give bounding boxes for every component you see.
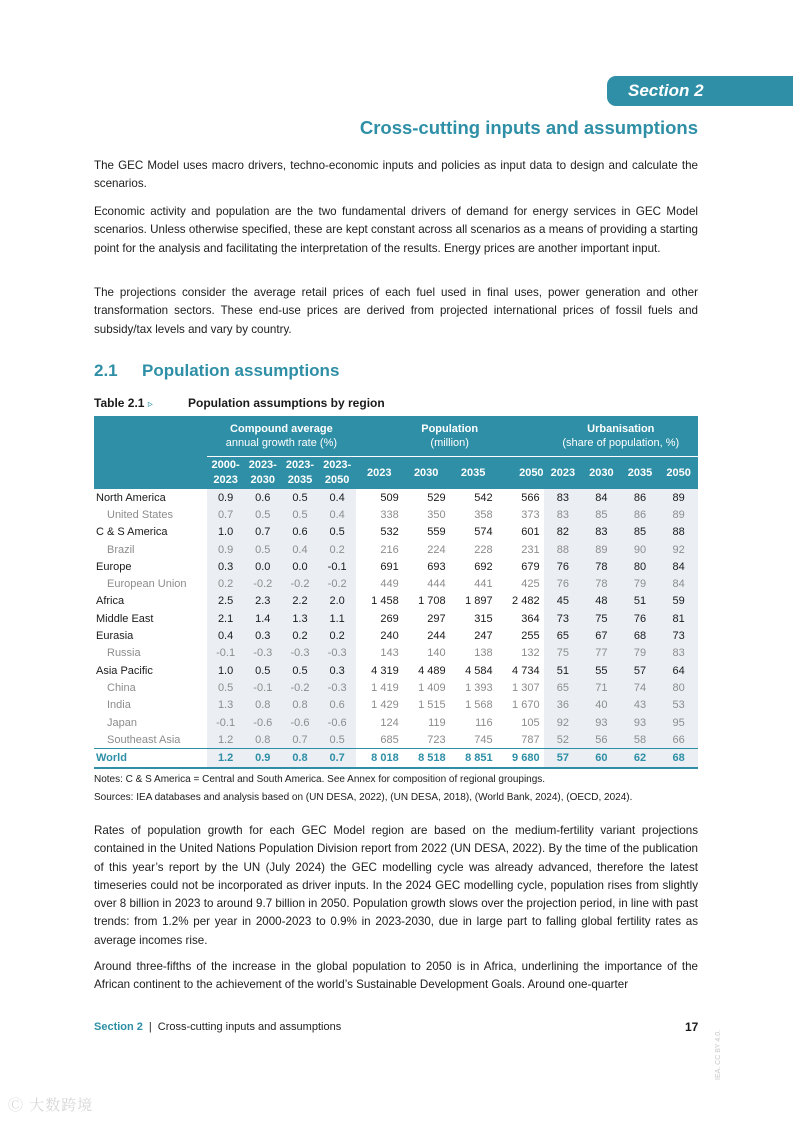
population-cell: 441 <box>474 578 493 591</box>
table-row <box>94 697 698 714</box>
growth-rate-cell: 0.8 <box>281 749 318 768</box>
population-cell: 601 <box>521 526 540 539</box>
footer-title: Cross-cutting inputs and assumptions <box>157 1021 342 1033</box>
population-cell: 338 <box>380 508 399 521</box>
triangle-arrow-icon: ▹ <box>147 399 153 410</box>
urbanisation-cell: 66 <box>659 731 698 749</box>
urbanisation-cell: 75 <box>544 645 583 662</box>
population-cell: 685 <box>380 733 399 746</box>
table-row <box>94 627 698 644</box>
urbanisation-cell: 48 <box>582 593 621 610</box>
growth-rate-cell: 0.6 <box>281 524 318 541</box>
growth-rate-cell: 2.5 <box>207 593 244 610</box>
population-cell: 679 <box>521 560 540 573</box>
growth-rate-cell: 2.1 <box>207 610 244 627</box>
urbanisation-cell: 78 <box>582 558 621 575</box>
growth-rate-cell: -0.2 <box>281 679 318 696</box>
table-row <box>94 506 698 523</box>
urbanisation-cell: 76 <box>621 610 660 627</box>
table-row <box>94 489 698 506</box>
population-cell: 8 518 <box>403 749 450 768</box>
urbanisation-column-header: 2035 <box>621 457 660 490</box>
urbanisation-cell: 89 <box>659 506 698 523</box>
urbanisation-cell: 67 <box>582 627 621 644</box>
growth-column-header: 2023- 2035 <box>281 457 318 490</box>
growth-rate-cell: 0.4 <box>319 506 356 523</box>
urbanisation-cell: 86 <box>621 489 660 506</box>
growth-rate-cell: 0.2 <box>319 627 356 644</box>
urbanisation-cell: 71 <box>582 679 621 696</box>
header-growth-rate: Compound average annual growth rate (%) <box>207 416 356 457</box>
urbanisation-cell: 51 <box>621 593 660 610</box>
population-cell: 1 708 <box>418 595 446 608</box>
subsection-heading <box>94 361 339 381</box>
urbanisation-cell: 92 <box>659 541 698 558</box>
region-name: United States <box>107 508 174 521</box>
urbanisation-cell: 78 <box>582 575 621 592</box>
table-title: Population assumptions by region <box>188 396 385 410</box>
population-cell: 2 482 <box>512 595 540 608</box>
growth-rate-cell: 0.8 <box>244 697 281 714</box>
region-name: Eurasia <box>96 630 134 643</box>
urbanisation-cell: 82 <box>544 524 583 541</box>
population-column-header: 2023 <box>356 457 403 490</box>
table-row <box>94 679 698 696</box>
urbanisation-cell: 65 <box>544 627 583 644</box>
population-cell: 425 <box>521 578 540 591</box>
table-row <box>94 593 698 610</box>
urbanisation-cell: 80 <box>621 558 660 575</box>
growth-rate-cell: -0.6 <box>319 714 356 731</box>
population-cell: 529 <box>427 491 446 504</box>
population-cell: 4 734 <box>512 664 540 677</box>
population-cell: 559 <box>427 526 446 539</box>
growth-rate-cell: -0.3 <box>281 645 318 662</box>
urbanisation-cell: 65 <box>544 679 583 696</box>
population-cell: 358 <box>474 508 493 521</box>
population-cell: 124 <box>380 716 399 729</box>
population-cell: 315 <box>474 612 493 625</box>
region-name: C & S America <box>96 526 168 539</box>
region-name: Africa <box>96 595 125 608</box>
population-cell: 119 <box>428 716 446 729</box>
population-cell: 240 <box>380 630 399 643</box>
region-name: Japan <box>107 716 137 729</box>
growth-rate-cell: -0.2 <box>281 575 318 592</box>
urbanisation-cell: 73 <box>544 610 583 627</box>
region-subheader <box>94 457 207 490</box>
growth-rate-cell: 0.7 <box>281 731 318 749</box>
urbanisation-cell: 92 <box>544 714 583 731</box>
table-label: Table 2.1 <box>94 396 145 410</box>
growth-rate-cell: -0.2 <box>319 575 356 592</box>
urbanisation-cell: 59 <box>659 593 698 610</box>
growth-rate-cell: 0.4 <box>207 627 244 644</box>
urbanisation-cell: 57 <box>544 749 583 768</box>
growth-rate-cell: 0.8 <box>244 731 281 749</box>
population-cell: 693 <box>427 560 446 573</box>
table-row <box>94 541 698 558</box>
urbanisation-cell: 76 <box>544 575 583 592</box>
urbanisation-cell: 79 <box>621 575 660 592</box>
growth-rate-cell: 0.2 <box>319 541 356 558</box>
growth-rate-cell: -0.1 <box>207 714 244 731</box>
population-cell: 509 <box>380 491 399 504</box>
urbanisation-cell: 85 <box>582 506 621 523</box>
population-table <box>94 416 698 769</box>
table-row <box>94 610 698 627</box>
urbanisation-cell: 43 <box>621 697 660 714</box>
population-cell: 444 <box>427 578 446 591</box>
urbanisation-cell: 60 <box>582 749 621 768</box>
population-cell: 745 <box>474 733 493 746</box>
growth-rate-cell: 0.7 <box>319 749 356 768</box>
growth-rate-cell: 0.5 <box>319 731 356 749</box>
urbanisation-cell: 75 <box>582 610 621 627</box>
urbanisation-cell: 88 <box>544 541 583 558</box>
table-row <box>94 749 698 768</box>
region-header <box>94 416 207 457</box>
watermark-text: 大数跨境 <box>29 1097 94 1114</box>
population-cell: 787 <box>521 733 540 746</box>
population-cell: 231 <box>521 543 540 556</box>
urbanisation-cell: 76 <box>544 558 583 575</box>
table-row <box>94 558 698 575</box>
growth-rate-cell: 0.6 <box>244 489 281 506</box>
population-cell: 1 429 <box>371 699 399 712</box>
growth-rate-cell: -0.3 <box>319 645 356 662</box>
page-title: Cross-cutting inputs and assumptions <box>359 117 698 138</box>
population-cell: 247 <box>474 630 493 643</box>
growth-rate-cell: 2.2 <box>281 593 318 610</box>
growth-rate-cell: 1.1 <box>319 610 356 627</box>
urbanisation-cell: 85 <box>621 524 660 541</box>
urbanisation-cell: 77 <box>582 645 621 662</box>
population-cell: 1 419 <box>371 681 399 694</box>
population-cell: 138 <box>474 647 493 660</box>
urbanisation-cell: 90 <box>621 541 660 558</box>
urbanisation-cell: 74 <box>621 679 660 696</box>
growth-rate-cell: 0.4 <box>281 541 318 558</box>
population-column-header: 2050 <box>497 457 544 490</box>
intro-paragraph-3: The projections consider the average retail prices of each fuel used in final uses, power generation and other transformation sectors. These end-use prices are derived from projected international prices of fossil fuels and subsidy/tax levels and vary by country. <box>94 286 698 336</box>
table-caption <box>94 396 385 410</box>
population-cell: 143 <box>380 647 399 660</box>
urbanisation-cell: 83 <box>544 506 583 523</box>
population-cell: 224 <box>427 543 446 556</box>
urbanisation-cell: 53 <box>659 697 698 714</box>
population-cell: 574 <box>474 526 493 539</box>
growth-rate-cell: 0.9 <box>207 541 244 558</box>
growth-rate-cell: 0.5 <box>281 506 318 523</box>
urbanisation-cell: 89 <box>582 541 621 558</box>
growth-rate-cell: 0.7 <box>207 506 244 523</box>
population-cell: 8 851 <box>450 749 497 768</box>
growth-rate-cell: 0.5 <box>281 489 318 506</box>
growth-rate-cell: -0.3 <box>319 679 356 696</box>
growth-column-header: 2023- 2030 <box>244 457 281 490</box>
urbanisation-cell: 93 <box>582 714 621 731</box>
table-row <box>94 524 698 541</box>
urbanisation-cell: 84 <box>659 558 698 575</box>
population-cell: 1 393 <box>465 681 493 694</box>
table-row <box>94 645 698 662</box>
growth-rate-cell: -0.2 <box>244 575 281 592</box>
urbanisation-cell: 89 <box>659 489 698 506</box>
growth-rate-cell: 0.0 <box>281 558 318 575</box>
urbanisation-cell: 68 <box>659 749 698 768</box>
urbanisation-column-header: 2023 <box>544 457 583 490</box>
body-paragraph-1: Rates of population growth for each GEC Model region are based on the medium-fertility variant projections contained in the United Nations Population Division report from 2022 (UN DESA, 2022). By the time of the publication of this year’s report by the UN (July 2024) the GEC modelling cycle was already advanced, therefore the latest timeseries could not be incorporated as driver inputs. In the 2024 GEC modelling cycle, population rises from slightly over 8 billion in 2023 to around 9.7 billion in 2050. Population growth slows over the projection period, in line with past trends: from 1.2% per year in 2000-2023 to 0.9% in 2023-2030, due in large part to falling global fertility rates as average incomes rise. <box>94 824 698 947</box>
growth-rate-cell: 0.6 <box>319 697 356 714</box>
growth-column-header: 2023- 2050 <box>319 457 356 490</box>
growth-rate-cell: -0.1 <box>244 679 281 696</box>
urbanisation-cell: 58 <box>621 731 660 749</box>
population-cell: 1 307 <box>512 681 540 694</box>
page-footer <box>94 1021 341 1033</box>
population-cell: 8 018 <box>356 749 403 768</box>
header-population: Population (million) <box>356 416 544 457</box>
sources-text: Sources: IEA databases and analysis based on (UN DESA, 2022), (UN DESA, 2018), (World Bank, 2024), (OECD, 2024). <box>94 792 633 803</box>
page-number: 17 <box>685 1020 699 1034</box>
urbanisation-cell: 36 <box>544 697 583 714</box>
population-cell: 566 <box>521 491 540 504</box>
urbanisation-column-header: 2050 <box>659 457 698 490</box>
growth-rate-cell: 0.2 <box>281 627 318 644</box>
growth-rate-cell: 1.2 <box>207 731 244 749</box>
license-text: IEA. CC BY 4.0. <box>715 1029 722 1080</box>
body-paragraph-2: Around three-fifths of the increase in the global population to 2050 is in Africa, underlining the importance of the African continent to the achievement of the world’s Sustainable Development Goals. Around one-quarter <box>94 960 698 992</box>
growth-rate-cell: 2.0 <box>319 593 356 610</box>
urbanisation-cell: 56 <box>582 731 621 749</box>
urbanisation-cell: 64 <box>659 662 698 679</box>
urbanisation-cell: 84 <box>582 489 621 506</box>
population-cell: 1 568 <box>465 699 493 712</box>
table-notes <box>94 771 632 807</box>
growth-rate-cell: 0.8 <box>281 697 318 714</box>
population-cell: 244 <box>427 630 446 643</box>
growth-rate-cell: 0.7 <box>244 524 281 541</box>
growth-column-header: 2000- 2023 <box>207 457 244 490</box>
growth-rate-cell: 0.3 <box>244 627 281 644</box>
table-row <box>94 731 698 749</box>
urbanisation-cell: 93 <box>621 714 660 731</box>
urbanisation-cell: 57 <box>621 662 660 679</box>
population-cell: 1 670 <box>512 699 540 712</box>
growth-rate-cell: 0.5 <box>207 679 244 696</box>
region-name: Russia <box>107 647 141 660</box>
population-cell: 691 <box>380 560 399 573</box>
growth-rate-cell: 0.3 <box>319 662 356 679</box>
growth-rate-cell: 1.3 <box>281 610 318 627</box>
population-column-header: 2030 <box>403 457 450 490</box>
growth-rate-cell: 0.5 <box>319 524 356 541</box>
growth-rate-cell: -0.3 <box>244 645 281 662</box>
urbanisation-cell: 83 <box>544 489 583 506</box>
growth-rate-cell: 2.3 <box>244 593 281 610</box>
urbanisation-cell: 52 <box>544 731 583 749</box>
growth-rate-cell: 1.0 <box>207 524 244 541</box>
growth-rate-cell: -0.6 <box>281 714 318 731</box>
urbanisation-cell: 40 <box>582 697 621 714</box>
urbanisation-cell: 62 <box>621 749 660 768</box>
growth-rate-cell: 0.5 <box>244 662 281 679</box>
growth-rate-cell: 0.3 <box>207 558 244 575</box>
growth-rate-cell: -0.1 <box>207 645 244 662</box>
urbanisation-cell: 55 <box>582 662 621 679</box>
intro-paragraph-1: The GEC Model uses macro drivers, techno-economic inputs and policies as input data to design and calculate the scenarios. <box>94 159 698 191</box>
population-cell: 364 <box>521 612 540 625</box>
urbanisation-cell: 83 <box>582 524 621 541</box>
region-name: World <box>94 749 207 768</box>
region-name: India <box>107 699 131 712</box>
growth-rate-cell: 0.2 <box>207 575 244 592</box>
region-name: European Union <box>107 578 187 591</box>
growth-rate-cell: -0.6 <box>244 714 281 731</box>
population-cell: 542 <box>474 491 493 504</box>
population-cell: 723 <box>427 733 446 746</box>
header-urbanisation: Urbanisation (share of population, %) <box>544 416 698 457</box>
growth-rate-cell: 0.0 <box>244 558 281 575</box>
population-cell: 9 680 <box>497 749 544 768</box>
urbanisation-cell: 86 <box>621 506 660 523</box>
population-column-header: 2035 <box>450 457 497 490</box>
notes-text: Notes: C & S America = Central and South America. See Annex for composition of regional groupings. <box>94 774 546 785</box>
population-cell: 105 <box>521 716 540 729</box>
growth-rate-cell: 0.5 <box>281 662 318 679</box>
population-cell: 692 <box>474 560 493 573</box>
urbanisation-cell: 68 <box>621 627 660 644</box>
subsection-title: Population assumptions <box>142 361 340 380</box>
population-cell: 1 458 <box>371 595 399 608</box>
growth-rate-cell: 0.5 <box>244 541 281 558</box>
population-cell: 449 <box>380 578 399 591</box>
population-cell: 4 584 <box>465 664 493 677</box>
population-cell: 1 515 <box>418 699 446 712</box>
table-row <box>94 714 698 731</box>
urbanisation-cell: 51 <box>544 662 583 679</box>
footer-separator: | <box>148 1021 152 1033</box>
growth-rate-cell: -0.1 <box>319 558 356 575</box>
region-name: Southeast Asia <box>107 733 181 746</box>
population-cell: 132 <box>521 647 540 660</box>
growth-rate-cell: 0.4 <box>319 489 356 506</box>
population-cell: 255 <box>521 630 540 643</box>
growth-rate-cell: 1.2 <box>207 749 244 768</box>
watermark-logo <box>8 1094 93 1115</box>
urbanisation-column-header: 2030 <box>582 457 621 490</box>
section-tab: Section 2 <box>607 76 793 106</box>
population-cell: 269 <box>380 612 399 625</box>
region-name: Asia Pacific <box>96 664 153 677</box>
population-cell: 350 <box>427 508 446 521</box>
growth-rate-cell: 1.4 <box>244 610 281 627</box>
intro-paragraph-2: Economic activity and population are the two fundamental drivers of demand for energy services in GEC Model scenarios. Unless otherwise specified, these are kept constant across all scenarios as a means of providing a starting point for the analysis and facilitating the interpretation of the results. Energy prices are another important input. <box>94 205 698 255</box>
urbanisation-cell: 88 <box>659 524 698 541</box>
growth-rate-cell: 1.0 <box>207 662 244 679</box>
urbanisation-cell: 79 <box>621 645 660 662</box>
region-name: China <box>107 681 136 694</box>
region-name: North America <box>96 491 166 504</box>
region-name: Europe <box>96 560 132 573</box>
urbanisation-cell: 80 <box>659 679 698 696</box>
region-name: Middle East <box>96 612 154 625</box>
population-cell: 1 409 <box>418 681 446 694</box>
growth-rate-cell: 0.9 <box>207 489 244 506</box>
region-name: Brazil <box>107 543 135 556</box>
watermark-icon: Ⓒ <box>8 1097 25 1114</box>
table-row <box>94 575 698 592</box>
growth-rate-cell: 0.5 <box>244 506 281 523</box>
population-cell: 216 <box>380 543 399 556</box>
urbanisation-cell: 84 <box>659 575 698 592</box>
population-cell: 4 489 <box>418 664 446 677</box>
population-cell: 228 <box>474 543 493 556</box>
urbanisation-cell: 45 <box>544 593 583 610</box>
population-cell: 532 <box>380 526 399 539</box>
population-cell: 373 <box>521 508 540 521</box>
urbanisation-cell: 95 <box>659 714 698 731</box>
urbanisation-cell: 73 <box>659 627 698 644</box>
growth-rate-cell: 1.3 <box>207 697 244 714</box>
population-cell: 297 <box>427 612 446 625</box>
urbanisation-cell: 81 <box>659 610 698 627</box>
growth-rate-cell: 0.9 <box>244 749 281 768</box>
population-cell: 4 319 <box>371 664 399 677</box>
population-cell: 116 <box>475 716 493 729</box>
population-cell: 1 897 <box>465 595 493 608</box>
subsection-number: 2.1 <box>94 361 118 380</box>
urbanisation-cell: 83 <box>659 645 698 662</box>
footer-section: Section 2 <box>94 1021 143 1033</box>
table-row <box>94 662 698 679</box>
population-cell: 140 <box>427 647 446 660</box>
